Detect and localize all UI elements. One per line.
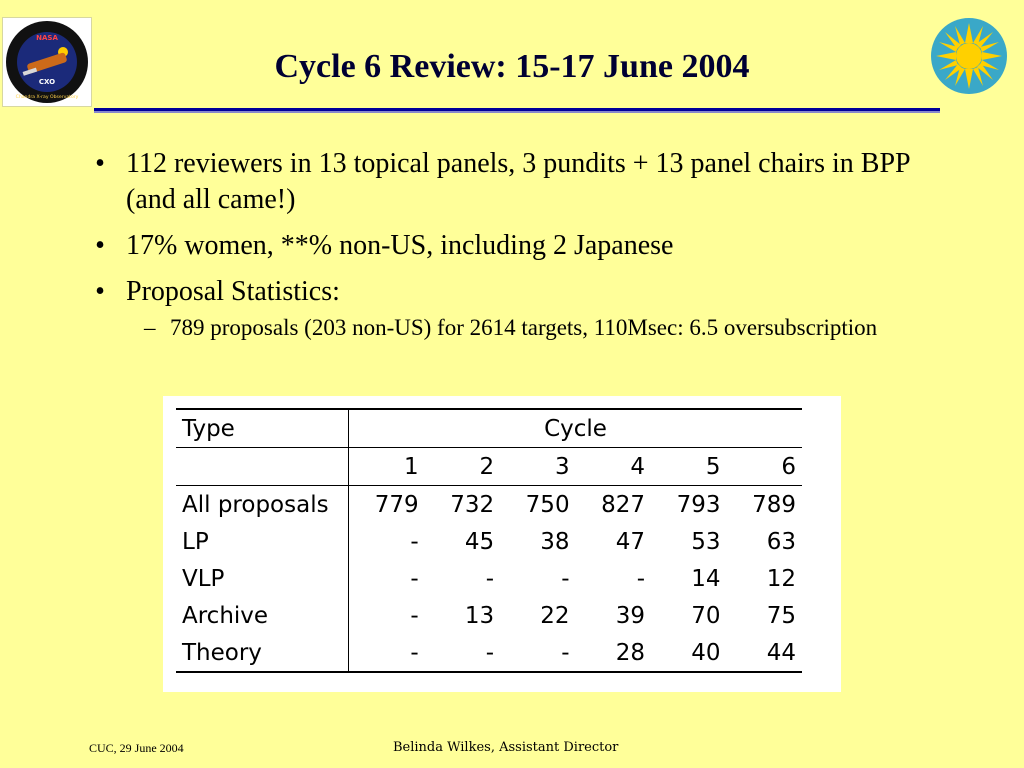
table-cell: 827 xyxy=(576,486,651,524)
table-cell: 45 xyxy=(464,528,495,555)
table-cell: - xyxy=(500,634,575,672)
table-cell: - xyxy=(410,602,419,629)
table-row xyxy=(176,560,802,597)
table-cell: 44 xyxy=(727,634,802,672)
proposal-stats-table xyxy=(176,408,802,673)
table-row xyxy=(176,523,802,560)
row-type: Archive xyxy=(176,597,349,634)
table-cell: 75 xyxy=(766,602,796,629)
table-row xyxy=(176,486,802,524)
bullet-text: Proposal Statistics: xyxy=(126,276,340,307)
table-cell: 28 xyxy=(576,634,651,672)
table-cell: 39 xyxy=(615,602,646,629)
logo-nasa-text: NASA xyxy=(36,34,58,42)
logo-ring-text: Chandra X-ray Observatory xyxy=(15,95,79,100)
table-cell: 40 xyxy=(651,634,726,672)
table-cell: 750 xyxy=(500,486,575,524)
bullet-item xyxy=(90,146,920,218)
bullet-item xyxy=(90,228,920,264)
dash-icon: – xyxy=(144,315,156,340)
cycle-number: 3 xyxy=(500,448,575,486)
table-row xyxy=(176,634,802,672)
table-cell: - xyxy=(425,634,500,672)
table-cell: - xyxy=(485,565,495,592)
table-cell: - xyxy=(410,565,419,592)
cycle-number: 1 xyxy=(349,448,425,486)
blank-cell xyxy=(176,448,349,486)
logo-cxo-text: CXO xyxy=(38,78,56,86)
proposal-stats-table-panel xyxy=(163,396,841,692)
table-cell: - xyxy=(410,528,419,555)
bullet-text: 17% women, **% non-US, including 2 Japanese xyxy=(126,230,674,261)
sub-bullet-text: 789 proposals (203 non-US) for 2614 targets, 110Msec: 6.5 oversubscription xyxy=(170,315,878,340)
table-cell: 793 xyxy=(651,486,726,524)
type-header: Type xyxy=(176,409,349,448)
bullet-list xyxy=(90,146,920,342)
table-cell: 14 xyxy=(691,565,721,592)
cycle-number-row xyxy=(176,448,802,486)
table-cell: - xyxy=(636,565,646,592)
row-type: All proposals xyxy=(176,486,349,524)
table-cell: 53 xyxy=(691,528,721,555)
bullet-item xyxy=(90,274,920,310)
table-cell: 789 xyxy=(727,486,802,524)
sub-bullet-item xyxy=(90,314,920,342)
bullet-dot-icon: • xyxy=(95,276,105,307)
row-type: LP xyxy=(176,523,349,560)
cycle-number: 2 xyxy=(425,448,500,486)
bullet-dot-icon: • xyxy=(95,230,105,261)
table-cell: - xyxy=(349,634,425,672)
cycle-number: 5 xyxy=(651,448,726,486)
table-cell: 779 xyxy=(349,486,425,524)
bullet-dot-icon: • xyxy=(95,148,105,179)
table-cell: 22 xyxy=(540,602,570,629)
title-divider xyxy=(94,108,940,113)
page-title: Cycle 6 Review: 15-17 June 2004 xyxy=(274,48,750,85)
cycle-number: 4 xyxy=(576,448,651,486)
row-type: Theory xyxy=(176,634,349,672)
table-cell: 63 xyxy=(766,528,796,555)
table-cell: 70 xyxy=(691,602,721,629)
table-cell: 732 xyxy=(425,486,500,524)
table-cell: 13 xyxy=(464,602,495,629)
footer-date: CUC, 29 June 2004 xyxy=(89,741,184,755)
cycle-number: 6 xyxy=(727,448,802,486)
table-header-row xyxy=(176,409,802,448)
table-cell: 12 xyxy=(766,565,796,592)
table-cell: - xyxy=(561,565,570,592)
table-cell: 38 xyxy=(540,528,570,555)
cycle-header: Cycle xyxy=(349,409,803,448)
footer-author: Belinda Wilkes, Assistant Director xyxy=(393,740,619,755)
table-row xyxy=(176,597,802,634)
bullet-text: 112 reviewers in 13 topical panels, 3 pundits + 13 panel chairs in BPP (and all came!) xyxy=(126,148,910,215)
table-cell: 47 xyxy=(615,528,646,555)
row-type: VLP xyxy=(176,560,349,597)
